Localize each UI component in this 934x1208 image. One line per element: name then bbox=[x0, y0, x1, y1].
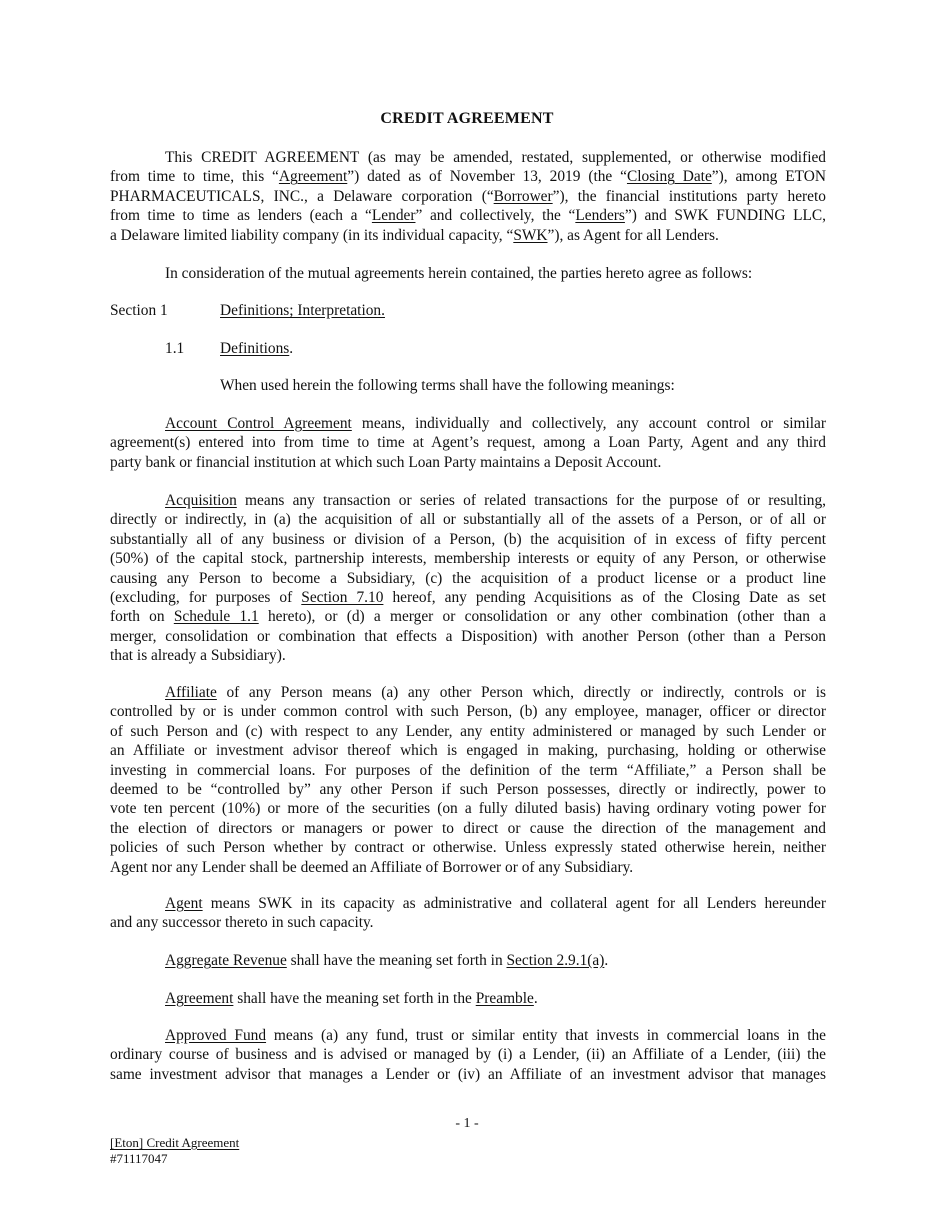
text-line bbox=[110, 510, 826, 529]
text-line bbox=[110, 627, 826, 646]
text-line bbox=[110, 894, 826, 913]
text-line bbox=[110, 187, 826, 206]
text-line bbox=[110, 530, 826, 549]
text-run: shall have the meaning set forth in bbox=[286, 952, 507, 969]
text-run: and any successor thereto in such capacity. bbox=[110, 914, 374, 932]
text-line bbox=[110, 1026, 826, 1045]
text-line bbox=[110, 1065, 826, 1084]
text-run: investing in commercial loans. For purposes of the definition of the term “Affiliate,” a Person shall be bbox=[110, 761, 826, 779]
text-line bbox=[110, 780, 826, 799]
defined-term: Approved Fund bbox=[165, 1027, 267, 1044]
text-run: forth on bbox=[110, 608, 174, 626]
section-number: Section 1 bbox=[110, 302, 168, 319]
text-run: of such Person and (c) with respect to any Lender, any entity administered or managed by such Lender or bbox=[110, 722, 826, 740]
text-run: (50%) of the capital stock, partnership interests, membership interests or equity of any Person, or otherwise bbox=[110, 550, 826, 568]
subsection-heading bbox=[220, 340, 293, 358]
cross-reference: Closing Date bbox=[626, 168, 712, 186]
consideration-paragraph bbox=[110, 264, 826, 283]
text-run: of any Person means (a) any other Person which, directly or indirectly, controls or is bbox=[216, 684, 826, 701]
cross-reference: Borrower bbox=[493, 187, 553, 205]
text-run: from time to time, this “ bbox=[110, 168, 279, 186]
preamble-paragraph bbox=[110, 148, 826, 245]
footer-doc-info bbox=[110, 1135, 239, 1167]
text-run: means SWK in its capacity as administrative and collateral agent for all Lenders hereunder bbox=[202, 895, 826, 912]
text-run: shall have the meaning set forth in the bbox=[233, 990, 476, 1007]
text-line bbox=[110, 1045, 826, 1064]
cross-reference: Section 2.9.1(a) bbox=[506, 952, 605, 969]
text-run: substantially all of any business or division of a Person, (b) the acquisition of in excess of fifty percent bbox=[110, 530, 826, 548]
defined-term: Agent bbox=[165, 895, 203, 912]
text-run: ”), as Agent for all Lenders. bbox=[547, 226, 719, 244]
cross-reference: Section 7.10 bbox=[301, 589, 384, 607]
text-line bbox=[110, 838, 826, 857]
defined-term: Account Control Agreement bbox=[165, 415, 352, 432]
definition-paragraph bbox=[110, 989, 826, 1008]
footer-doc-id: #71117047 bbox=[110, 1151, 168, 1166]
text-line bbox=[110, 951, 826, 970]
text-run: deemed to be “controlled by” any other Person if such Person possesses, directly or indirectly, power to bbox=[110, 781, 826, 799]
defined-term: Affiliate bbox=[165, 684, 217, 701]
definition-paragraph bbox=[110, 491, 826, 666]
section-title: Definitions; Interpretation. bbox=[220, 302, 385, 319]
cross-reference: Lenders bbox=[575, 207, 625, 225]
defined-term: Acquisition bbox=[165, 492, 237, 509]
definition-paragraph bbox=[110, 1026, 826, 1084]
text-line bbox=[110, 989, 826, 1008]
text-run: party bank or financial institution at which such Loan Party maintains a Deposit Account. bbox=[110, 453, 662, 471]
text-run: vote ten percent (10%) or more of the securities (on a fully diluted basis) having ordinary voting power for bbox=[110, 800, 826, 818]
definition-paragraph bbox=[110, 951, 826, 970]
text-line bbox=[110, 819, 826, 838]
cross-reference: Lender bbox=[371, 207, 416, 225]
text-run: controlled by or is under common control with such Person, (b) any employee, manager, officer or director bbox=[110, 703, 826, 721]
text-run: means, individually and collectively, any account control or similar bbox=[351, 415, 826, 432]
text-run: from time to time as lenders (each a “ bbox=[110, 207, 372, 225]
text-run: PHARMACEUTICALS, INC., a Delaware corporation (“ bbox=[110, 187, 494, 205]
text-run: policies of such Person whether by contract or otherwise. Unless expressly stated otherwise herein, neither bbox=[110, 839, 826, 857]
text-line bbox=[110, 761, 826, 780]
text-run: Agent nor any Lender shall be deemed an Affiliate of Borrower or of any Subsidiary. bbox=[110, 858, 634, 876]
text-run: that is already a Subsidiary). bbox=[110, 647, 286, 665]
text-run: an Affiliate or investment advisor thereof which is engaged in making, purchasing, holding or otherwise bbox=[110, 742, 826, 760]
text-run: same investment advisor that manages a Lender or (iv) an Affiliate of an investment advisor that manages bbox=[110, 1065, 826, 1083]
text-line bbox=[110, 226, 826, 245]
cross-reference: Preamble bbox=[475, 990, 534, 1007]
definitions-intro: When used herein the following terms shall have the following meanings: bbox=[220, 377, 675, 394]
definition-paragraph bbox=[110, 414, 826, 472]
text-run: ”), among ETON bbox=[711, 168, 826, 186]
footer-doc-name: [Eton] Credit Agreement bbox=[110, 1135, 240, 1150]
text-line bbox=[110, 799, 826, 818]
text-line bbox=[110, 607, 826, 626]
text-run: ” and collectively, the “ bbox=[415, 207, 576, 225]
text-run: ordinary course of business and is advised or managed by (i) a Lender, (ii) an Affiliate of a Lender, (iii) the bbox=[110, 1046, 826, 1064]
cross-reference: Schedule 1.1 bbox=[173, 608, 259, 626]
text-line bbox=[110, 858, 826, 877]
text-run: ”) and SWK FUNDING LLC, bbox=[624, 207, 826, 225]
definition-paragraph bbox=[110, 894, 826, 933]
text-line bbox=[110, 646, 826, 665]
text-line bbox=[110, 433, 826, 452]
text-run: merger, consolidation or combination that effects a Disposition) with another Person (other than a Person bbox=[110, 627, 826, 645]
defined-term: Aggregate Revenue bbox=[165, 952, 287, 969]
text-run: the election of directors or managers or power to direct or cause the direction of the management and bbox=[110, 819, 826, 837]
text-line bbox=[110, 913, 826, 932]
text-run: (excluding, for purposes of bbox=[110, 589, 302, 607]
subsection-title-suffix: . bbox=[289, 340, 294, 357]
text-line bbox=[110, 683, 826, 702]
text-line bbox=[110, 453, 826, 472]
text-run: directly or indirectly, in (a) the acquisition of all or substantially all of the assets of a Person, or of all or bbox=[110, 511, 826, 529]
document-title: CREDIT AGREEMENT bbox=[380, 110, 554, 127]
cross-reference: SWK bbox=[513, 226, 548, 244]
subsection-number: 1.1 bbox=[165, 340, 185, 357]
text-run: means any transaction or series of related transactions for the purpose of or resulting, bbox=[236, 492, 826, 509]
text-run: ”) dated as of November 13, 2019 (the “ bbox=[347, 168, 627, 186]
definition-paragraph bbox=[110, 683, 826, 877]
text-line bbox=[110, 206, 826, 225]
subsection-title: Definitions bbox=[220, 340, 290, 357]
text-line bbox=[110, 702, 826, 721]
text-run: . bbox=[604, 952, 609, 969]
text-line bbox=[110, 588, 826, 607]
text-run: a Delaware limited liability company (in its individual capacity, “ bbox=[110, 226, 514, 244]
text-line bbox=[110, 148, 826, 167]
text-line bbox=[110, 549, 826, 568]
text-line bbox=[110, 569, 826, 588]
text-run: This CREDIT AGREEMENT (as may be amended, restated, supplemented, or otherwise modified bbox=[165, 149, 826, 166]
text-line bbox=[110, 722, 826, 741]
consideration-text: In consideration of the mutual agreements herein contained, the parties hereto agree as follows: bbox=[165, 265, 753, 282]
defined-term: Agreement bbox=[165, 990, 234, 1007]
text-line bbox=[110, 167, 826, 186]
text-line bbox=[110, 741, 826, 760]
cross-reference: Agreement bbox=[278, 168, 348, 186]
text-line bbox=[110, 414, 826, 433]
text-run: . bbox=[533, 990, 538, 1007]
text-line bbox=[110, 491, 826, 510]
text-run: means (a) any fund, trust or similar entity that invests in commercial loans in the bbox=[266, 1027, 827, 1044]
text-run: hereto), or (d) a merger or consolidation or any other combination (other than a bbox=[258, 608, 826, 626]
text-run: agreement(s) entered into from time to time at Agent’s request, among a Loan Party, Agent and any third bbox=[110, 434, 826, 452]
text-run: hereof, any pending Acquisitions as of the Closing Date as set bbox=[383, 589, 826, 607]
text-run: ”), the financial institutions party hereto bbox=[552, 187, 826, 205]
page-number: - 1 - bbox=[455, 1116, 479, 1131]
text-run: causing any Person to become a Subsidiary, (c) the acquisition of a product license or a product line bbox=[110, 569, 826, 587]
